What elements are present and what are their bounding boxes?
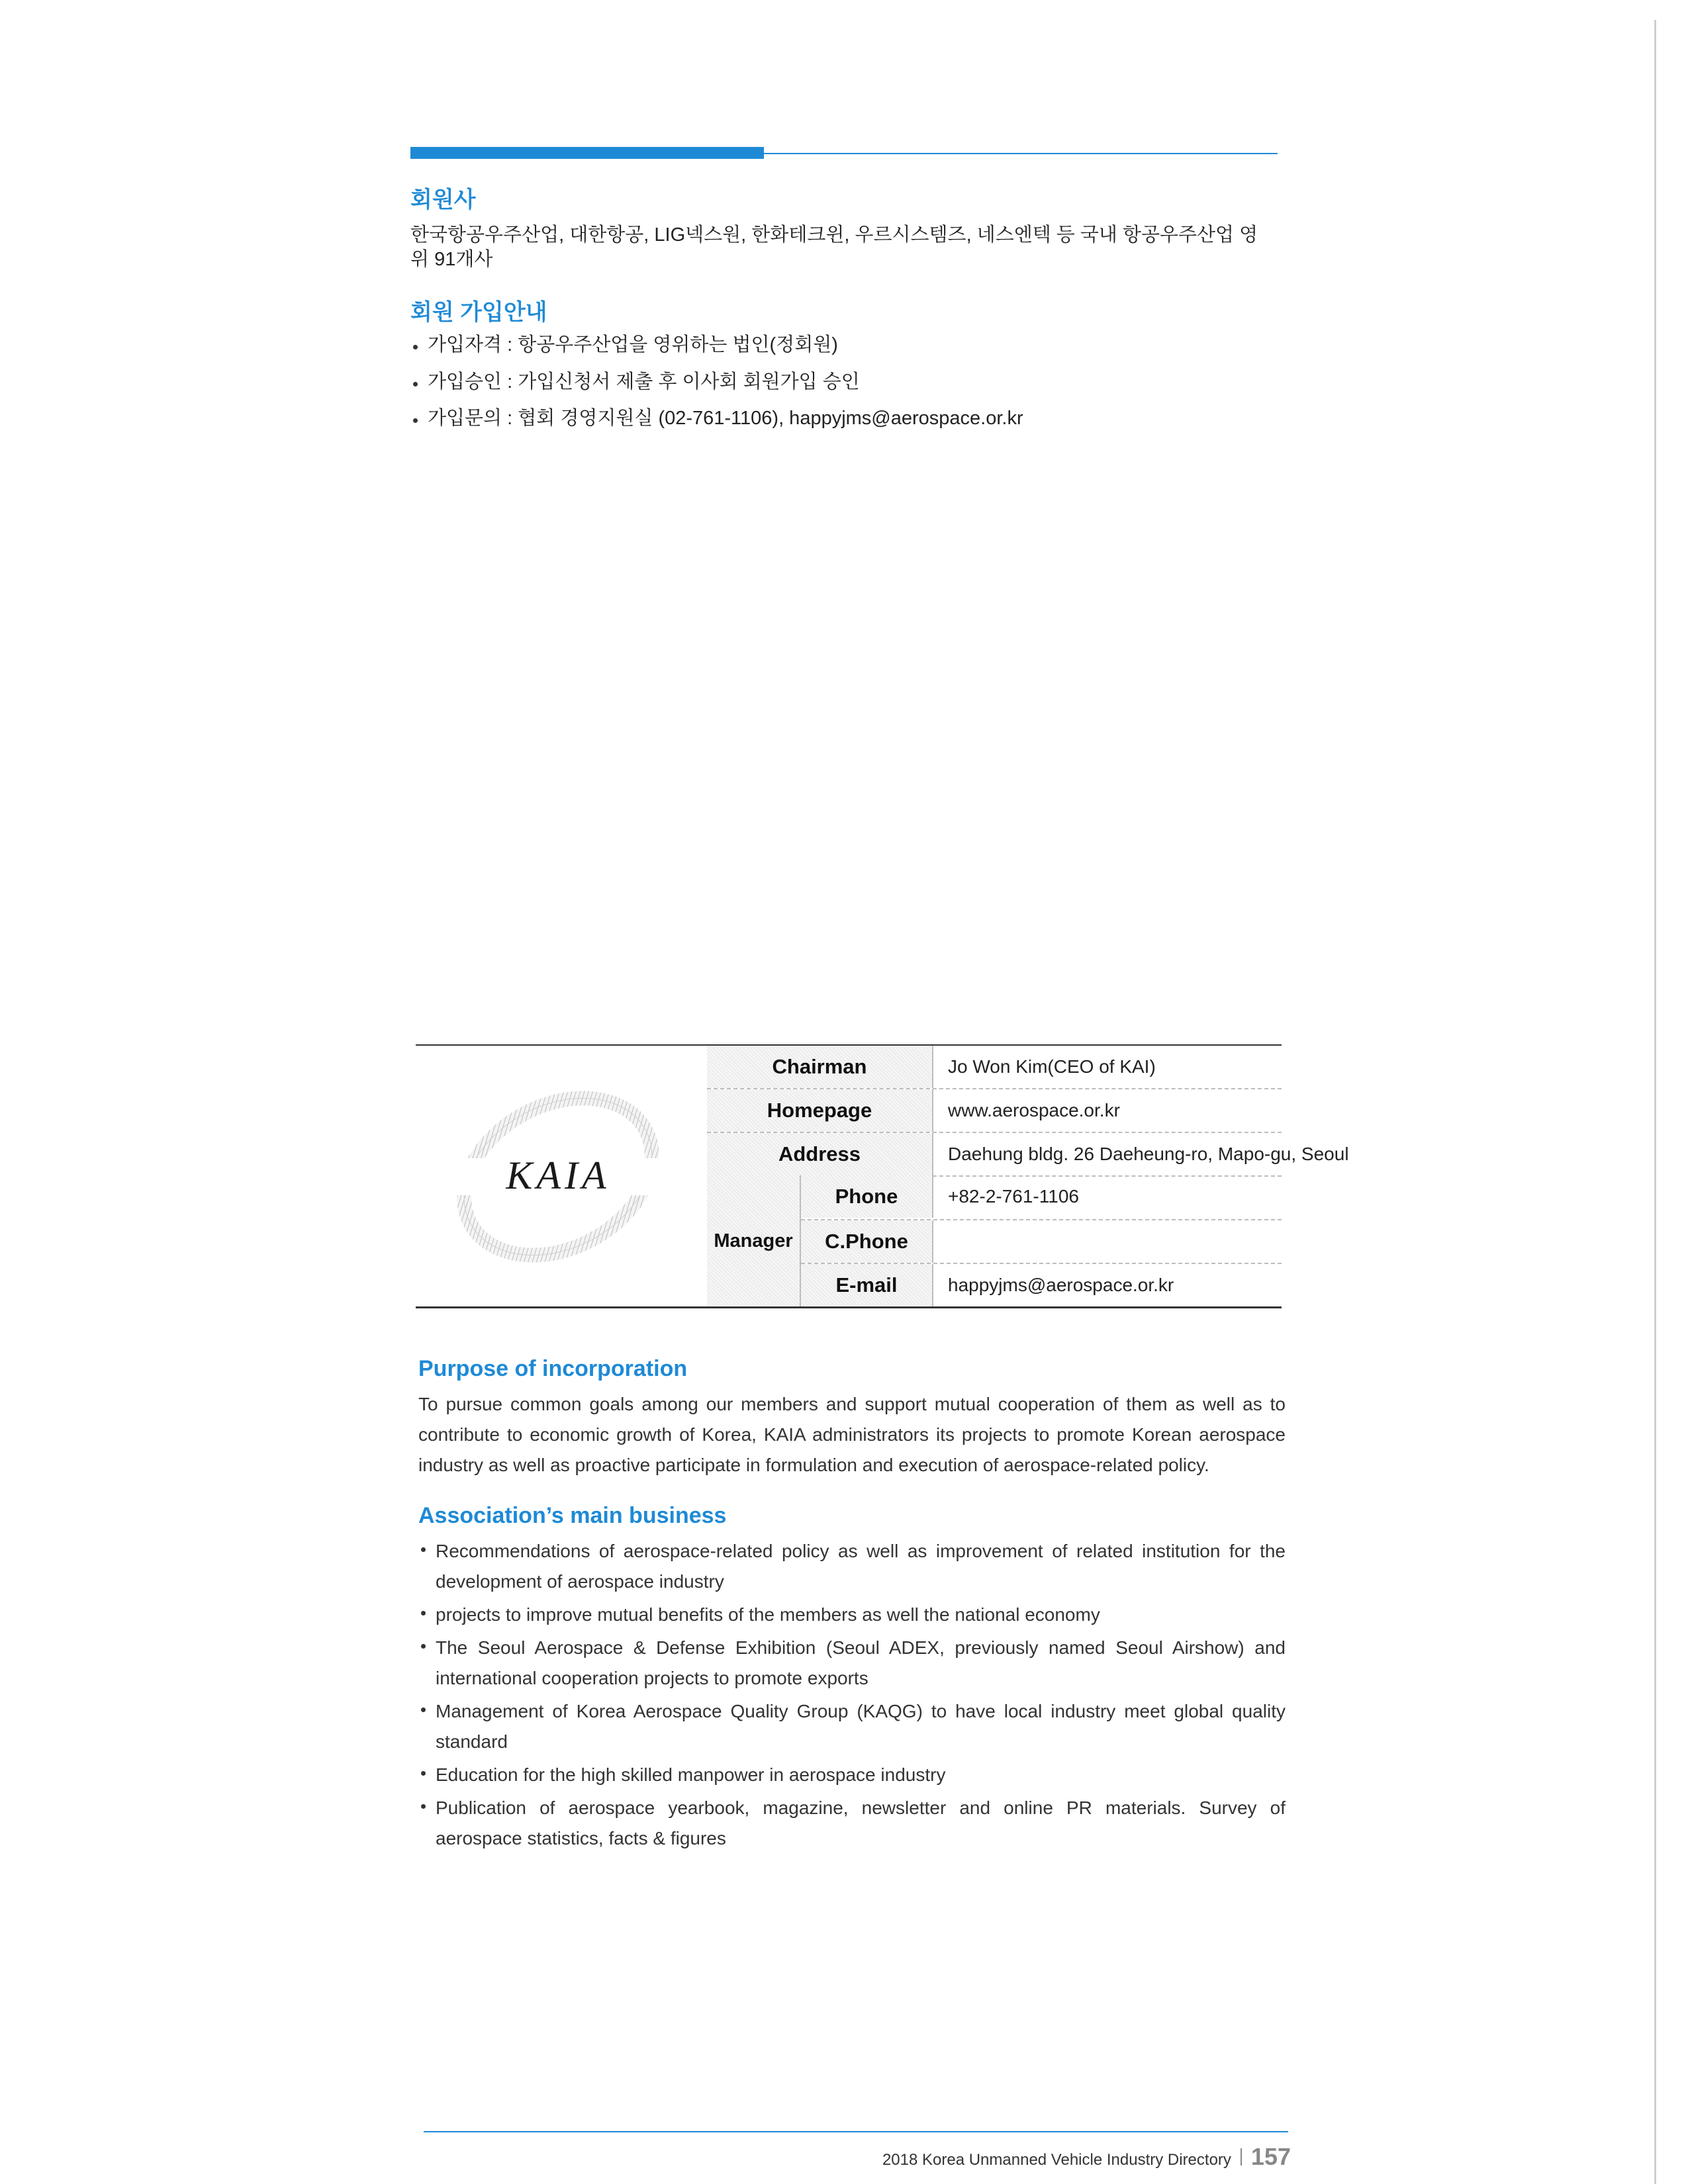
address-label: Address [707, 1133, 933, 1175]
purpose-heading: Purpose of incorporation [418, 1356, 688, 1381]
association-info-card [416, 1044, 1349, 1308]
homepage-row [707, 1089, 1282, 1132]
footer-divider [1241, 2148, 1242, 2165]
logo-text: KAIA [506, 1154, 610, 1197]
members-text: 한국항공우주산업, 대한항공, LIG넥스원, 한화테크윈, 우르시스템즈, 네스엔텍 등 국내 항공우주산업 영위 91개사 [410, 224, 1258, 271]
phone-value: +82-2-761-1106 [948, 1186, 1079, 1206]
phone-label: Phone [801, 1175, 933, 1218]
homepage-value[interactable]: www.aerospace.or.kr [948, 1100, 1120, 1120]
purpose-text: To pursue common goals among our members and support mutual cooperation of them as well as to contribute to economic growth of Korea, KAIA administrators its projects to promote Korean aerospace industry as well as proactive participate in formulation and execution of aerospace-related policy. [418, 1393, 1286, 1475]
cphone-row [707, 1220, 1282, 1263]
kaia-logo [416, 1046, 707, 1306]
korean-section [410, 187, 1271, 432]
header-rule-line [764, 153, 1278, 154]
address-row [707, 1133, 1349, 1175]
phone-row [707, 1175, 1282, 1218]
homepage-label: Homepage [707, 1089, 933, 1132]
footer-rule [424, 2131, 1288, 2132]
header-rule-bar [410, 147, 764, 159]
join-item: 가입자격 : 항공우주산업을 영위하는 법인(정회원) [410, 333, 1271, 358]
business-item: Management of Korea Aerospace Quality Group (KAQG) to have local industry meet global quality standard [418, 1696, 1286, 1757]
business-item: Recommendations of aerospace-related policy as well as improvement of related institution for the development of aerospace industry [418, 1536, 1286, 1597]
address-value: Daehung bldg. 26 Daeheung-ro, Mapo-gu, Seoul [948, 1144, 1349, 1164]
kaia-logo-icon [416, 1046, 707, 1306]
page-number: 157 [1250, 2143, 1291, 2170]
page-edge [1654, 20, 1656, 2184]
business-item: Publication of aerospace yearbook, magazine, newsletter and online PR materials. Survey of aerospace statistics, facts & figures [418, 1793, 1286, 1854]
purpose-section [418, 1355, 1286, 1480]
email-row [707, 1264, 1282, 1306]
join-heading: 회원 가입안내 [410, 300, 547, 326]
chairman-row [707, 1046, 1282, 1088]
join-item: 가입승인 : 가입신청서 제출 후 이사회 회원가입 승인 [410, 370, 1271, 395]
footer-title: 2018 Korea Unmanned Vehicle Industry Directory [882, 2151, 1231, 2169]
business-heading: Association’s main business [418, 1503, 727, 1528]
join-list [410, 333, 1271, 432]
info-table [707, 1046, 1349, 1306]
business-item: The Seoul Aerospace & Defense Exhibition (Seoul ADEX, previously named Seoul Airshow) and international cooperation projects to promote exports [418, 1633, 1286, 1694]
cphone-label: C.Phone [801, 1220, 933, 1263]
join-item: 가입문의 : 협회 경영지원실 (02-761-1106), happyjms@aerospace.or.kr [410, 406, 1271, 432]
business-section [418, 1502, 1286, 1856]
email-value[interactable]: happyjms@aerospace.or.kr [948, 1275, 1174, 1295]
members-heading: 회원사 [410, 187, 476, 212]
footer [882, 2143, 1291, 2171]
header-rule [410, 147, 1278, 160]
manager-label: Manager [707, 1175, 801, 1306]
email-label: E-mail [801, 1264, 933, 1306]
chairman-label: Chairman [707, 1046, 933, 1088]
cphone-value [932, 1220, 948, 1263]
business-item: Education for the high skilled manpower in aerospace industry [418, 1760, 1286, 1790]
business-item: projects to improve mutual benefits of the members as well the national economy [418, 1600, 1286, 1630]
business-list [418, 1536, 1286, 1854]
chairman-value: Jo Won Kim(CEO of KAI) [948, 1056, 1156, 1077]
